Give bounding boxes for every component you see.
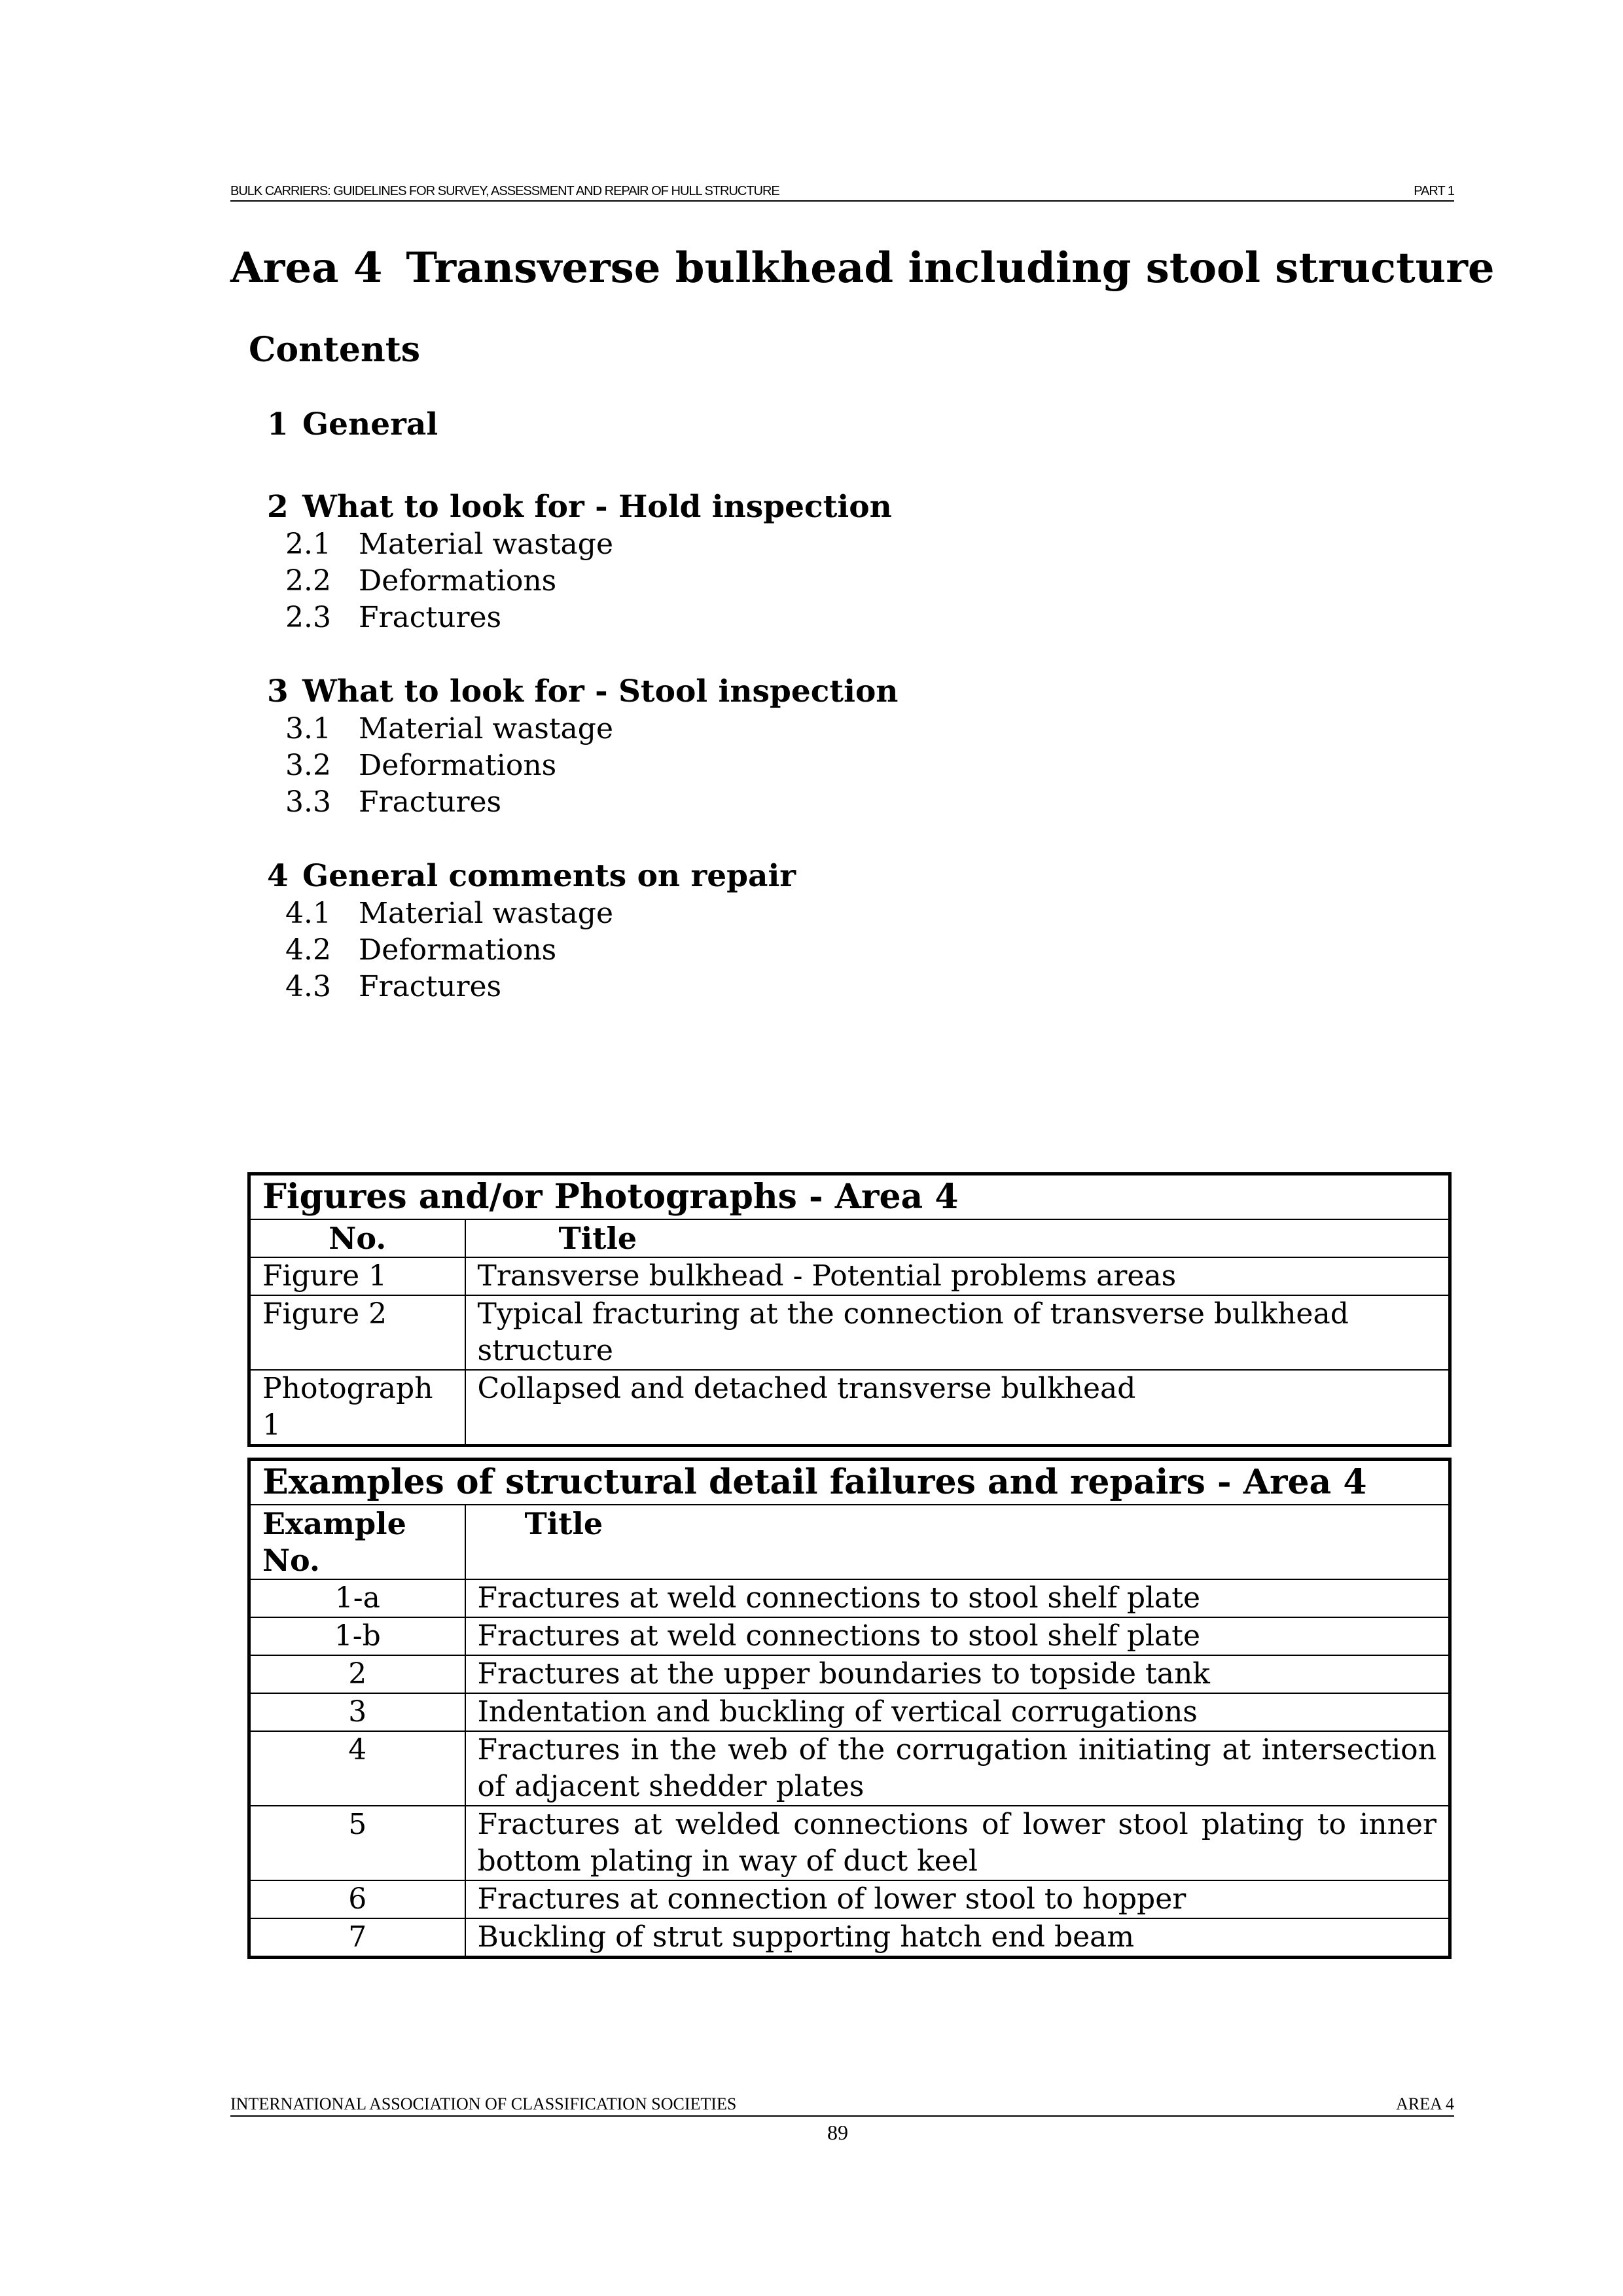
example-no-cell: 1-a bbox=[249, 1579, 465, 1617]
toc-item-text: Fractures bbox=[359, 970, 502, 1003]
toc-item bbox=[267, 784, 1249, 821]
table-row bbox=[249, 1806, 1450, 1880]
toc-section-number: 2 bbox=[267, 489, 289, 525]
running-header bbox=[230, 181, 1454, 202]
footer-organization: INTERNATIONAL ASSOCIATION OF CLASSIFICATION SOCIETIES bbox=[230, 2094, 737, 2113]
toc-section-heading bbox=[267, 406, 1249, 444]
column-header-example-no: Example No. bbox=[249, 1505, 465, 1579]
toc-section-title: General bbox=[302, 406, 438, 442]
table-row bbox=[249, 1655, 1450, 1693]
toc-section-heading bbox=[267, 488, 1249, 526]
examples-table-caption: Examples of structural detail failures and repairs - Area 4 bbox=[249, 1460, 1450, 1505]
table-row bbox=[249, 1370, 1450, 1446]
toc-section-number: 3 bbox=[267, 673, 289, 709]
toc-section-title: What to look for - Hold inspection bbox=[302, 489, 892, 525]
running-header-left: BULK CARRIERS: GUIDELINES FOR SURVEY, ASSESSMENT AND REPAIR OF HULL STRUCTURE bbox=[230, 184, 779, 198]
example-no-cell: 5 bbox=[249, 1806, 465, 1880]
toc-section-number: 1 bbox=[267, 406, 289, 442]
table-row bbox=[249, 1617, 1450, 1655]
toc-item bbox=[267, 895, 1249, 932]
figure-title-cell: Collapsed and detached transverse bulkhead bbox=[465, 1370, 1450, 1446]
toc-section-2 bbox=[267, 488, 1249, 636]
table-row bbox=[249, 1731, 1450, 1806]
toc-item-number: 4.3 bbox=[285, 970, 331, 1003]
table-row bbox=[249, 1693, 1450, 1731]
example-title-cell: Fractures in the web of the corrugation initiating at intersection of adjacent shedder plates bbox=[465, 1731, 1450, 1806]
toc-item-number: 3.2 bbox=[285, 749, 331, 782]
table-row bbox=[249, 1295, 1450, 1370]
toc-item bbox=[267, 969, 1249, 1005]
toc-item-number: 2.1 bbox=[285, 528, 331, 561]
toc-item-text: Deformations bbox=[359, 749, 557, 782]
toc-item-text: Material wastage bbox=[359, 712, 613, 745]
toc-item-number: 2.3 bbox=[285, 601, 331, 634]
table-header-row bbox=[249, 1505, 1450, 1579]
example-no-cell: 4 bbox=[249, 1731, 465, 1806]
area-title: Transverse bulkhead including stool structure bbox=[406, 243, 1495, 293]
toc-item-text: Material wastage bbox=[359, 528, 613, 561]
example-title-cell: Fractures at the upper boundaries to topside tank bbox=[465, 1655, 1450, 1693]
table-header-row bbox=[249, 1219, 1450, 1257]
table-row bbox=[249, 1880, 1450, 1918]
toc-item-text: Fractures bbox=[359, 785, 502, 819]
toc-item-number: 4.2 bbox=[285, 933, 331, 967]
toc-item bbox=[267, 600, 1249, 636]
footer-area: AREA 4 bbox=[1396, 2094, 1454, 2113]
contents-heading: Contents bbox=[249, 330, 421, 370]
toc-item bbox=[267, 747, 1249, 784]
toc-item bbox=[267, 563, 1249, 600]
toc-item-text: Material wastage bbox=[359, 897, 613, 930]
toc-section-title: General comments on repair bbox=[302, 858, 796, 894]
page-number: 89 bbox=[827, 2121, 848, 2144]
toc-item-number: 4.1 bbox=[285, 897, 331, 930]
example-no-cell: 1-b bbox=[249, 1617, 465, 1655]
toc-item-text: Deformations bbox=[359, 564, 557, 598]
example-title-cell: Indentation and buckling of vertical corrugations bbox=[465, 1693, 1450, 1731]
table-row bbox=[249, 1579, 1450, 1617]
column-header-title: Title bbox=[465, 1505, 1450, 1579]
figure-no-cell: Figure 2 bbox=[249, 1295, 465, 1370]
toc-item-text: Fractures bbox=[359, 601, 502, 634]
example-title-cell: Fractures at connection of lower stool to hopper bbox=[465, 1880, 1450, 1918]
table-of-contents bbox=[267, 406, 1249, 1042]
running-footer bbox=[230, 2096, 1454, 2117]
toc-section-4 bbox=[267, 857, 1249, 1005]
example-title-cell: Buckling of strut supporting hatch end beam bbox=[465, 1918, 1450, 1958]
running-header-right: PART 1 bbox=[1414, 184, 1454, 198]
example-no-cell: 7 bbox=[249, 1918, 465, 1958]
example-title-cell: Fractures at weld connections to stool shelf plate bbox=[465, 1579, 1450, 1617]
toc-item bbox=[267, 932, 1249, 969]
column-header-title: Title bbox=[465, 1219, 1450, 1257]
figure-title-cell: Typical fracturing at the connection of transverse bulkhead structure bbox=[465, 1295, 1450, 1370]
examples-table bbox=[247, 1458, 1452, 1959]
table-caption-row bbox=[249, 1174, 1450, 1220]
toc-item-text: Deformations bbox=[359, 933, 557, 967]
table-caption-row bbox=[249, 1460, 1450, 1505]
figure-no-cell: Figure 1 bbox=[249, 1257, 465, 1295]
example-no-cell: 2 bbox=[249, 1655, 465, 1693]
toc-item-number: 3.1 bbox=[285, 712, 331, 745]
toc-section-title: What to look for - Stool inspection bbox=[302, 673, 899, 709]
example-title-cell: Fractures at weld connections to stool shelf plate bbox=[465, 1617, 1450, 1655]
toc-item bbox=[267, 711, 1249, 747]
toc-item-number: 3.3 bbox=[285, 785, 331, 819]
figure-no-cell: Photograph 1 bbox=[249, 1370, 465, 1446]
toc-item-number: 2.2 bbox=[285, 564, 331, 598]
example-no-cell: 3 bbox=[249, 1693, 465, 1731]
toc-section-number: 4 bbox=[267, 858, 289, 894]
page-title bbox=[230, 243, 1495, 293]
toc-section-heading bbox=[267, 857, 1249, 895]
toc-section-heading bbox=[267, 673, 1249, 711]
example-no-cell: 6 bbox=[249, 1880, 465, 1918]
table-row bbox=[249, 1257, 1450, 1295]
column-header-no: No. bbox=[249, 1219, 465, 1257]
table-row bbox=[249, 1918, 1450, 1958]
example-title-cell: Fractures at welded connections of lower stool plating to inner bottom plating in way of duct keel bbox=[465, 1806, 1450, 1880]
area-number: Area 4 bbox=[230, 243, 383, 293]
toc-item bbox=[267, 526, 1249, 563]
figures-table bbox=[247, 1172, 1452, 1447]
figures-table-caption: Figures and/or Photographs - Area 4 bbox=[249, 1174, 1450, 1220]
toc-section-1 bbox=[267, 406, 1249, 444]
toc-section-3 bbox=[267, 673, 1249, 821]
figure-title-cell: Transverse bulkhead - Potential problems areas bbox=[465, 1257, 1450, 1295]
